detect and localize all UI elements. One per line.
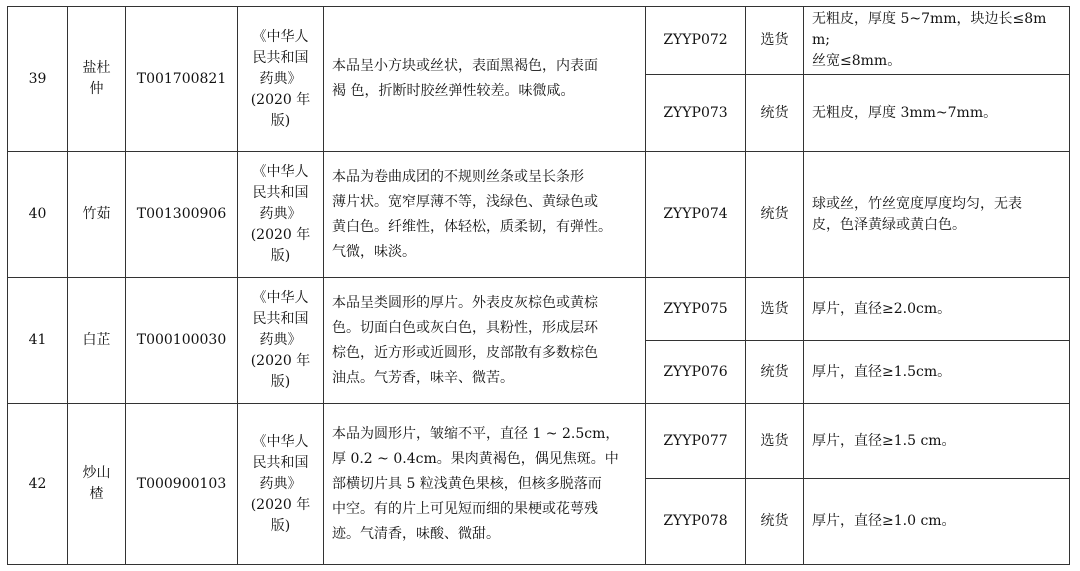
standard-reference	[238, 404, 324, 565]
herb-code: T001300906	[126, 152, 238, 278]
standard-line: 民共和国	[252, 185, 309, 201]
grade-type: 统货	[746, 341, 804, 404]
spec-line: 皮，色泽黄绿或黄白色。	[812, 216, 966, 233]
grade-spec	[804, 278, 1070, 341]
table-wrapper	[7, 6, 1070, 565]
table-row	[8, 152, 1070, 278]
grade-code: ZYYP072	[646, 7, 746, 75]
grade-code: ZYYP075	[646, 278, 746, 341]
description-line: 迹。气清香，味酸、微甜。	[332, 525, 500, 542]
spec-line: 厚片，直径≥1.5 cm。	[812, 432, 956, 449]
grade-spec	[804, 404, 1070, 479]
grade-type: 选货	[746, 404, 804, 479]
spec-line: 厚片，直径≥1.0 cm。	[812, 513, 956, 529]
description-line: 色。切面白色或灰白色，具粉性，形成层环	[332, 319, 598, 336]
standard-line: (2020 年	[250, 353, 311, 369]
grade-type: 选货	[746, 7, 804, 75]
standard-reference	[238, 152, 324, 278]
herb-grade-table	[7, 6, 1070, 565]
herb-description	[324, 278, 646, 404]
description-line: 本品呈类圆形的厚片。外表皮灰棕色或黄棕	[332, 294, 598, 311]
grade-code: ZYYP078	[646, 479, 746, 565]
grade-spec	[804, 341, 1070, 404]
grade-type: 统货	[746, 75, 804, 152]
herb-description	[324, 404, 646, 565]
herb-code: T000900103	[126, 404, 238, 565]
herb-name-line: 盐杜	[82, 60, 111, 76]
grade-code: ZYYP076	[646, 341, 746, 404]
herb-description	[324, 7, 646, 152]
herb-name	[68, 152, 126, 278]
standard-line: 版)	[270, 248, 291, 264]
standard-line: 药典》	[259, 70, 302, 87]
description-line: 黄白色。纤维性，体轻松，质柔韧，有弹性。	[332, 218, 612, 235]
table-body	[8, 7, 1070, 565]
spec-line: 无粗皮，厚度 5~7mm，块边长≤8mm;	[812, 11, 1047, 48]
standard-line: 药典》	[259, 332, 302, 348]
description-line: 厚 0.2 ~ 0.4cm。果肉黄褐色，偶见焦斑。中	[332, 450, 619, 467]
table-row	[8, 404, 1070, 479]
grade-type: 选货	[746, 278, 804, 341]
spec-line: 无粗皮，厚度 3mm~7mm。	[812, 104, 998, 121]
standard-line: 民共和国	[252, 454, 309, 471]
standard-line: 民共和国	[252, 49, 309, 66]
herb-code: T000100030	[126, 278, 238, 404]
herb-name	[68, 278, 126, 404]
spec-line: 厚片，直径≥1.5cm。	[812, 363, 952, 380]
standard-line: (2020 年	[250, 227, 311, 243]
herb-name-line: 竹茹	[82, 206, 111, 222]
grade-code: ZYYP073	[646, 75, 746, 152]
description-line: 薄片状。宽窄厚薄不等，浅绿色、黄绿色或	[332, 193, 598, 210]
herb-name	[68, 404, 126, 565]
standard-line: 《中华人	[252, 290, 309, 306]
standard-line: 《中华人	[252, 164, 309, 180]
row-number: 41	[8, 278, 68, 404]
spec-line: 丝宽≤8mm。	[812, 53, 902, 69]
standard-line: 药典》	[259, 475, 302, 492]
spec-line: 球或丝，竹丝宽度厚度均匀，无表	[812, 195, 1022, 212]
standard-line: 《中华人	[252, 28, 309, 45]
herb-description	[324, 152, 646, 278]
standard-line: (2020 年	[250, 91, 311, 108]
spec-line: 厚片，直径≥2.0cm。	[812, 300, 952, 317]
standard-line: 药典》	[259, 206, 302, 222]
herb-name-line: 白芷	[82, 332, 111, 348]
description-line: 本品呈小方块或丝状，表面黑褐色，内表面	[332, 58, 598, 74]
description-line: 褐 色，折断时胶丝弹性较差。味微咸。	[332, 83, 575, 99]
description-line: 部横切片具 5 粒浅黄色果核，但核多脱落而	[332, 475, 602, 492]
herb-code: T001700821	[126, 7, 238, 152]
grade-type: 统货	[746, 479, 804, 565]
grade-spec	[804, 479, 1070, 565]
standard-reference	[238, 7, 324, 152]
standard-line: 版)	[270, 374, 291, 390]
standard-line: 版)	[270, 112, 291, 129]
grade-type: 统货	[746, 152, 804, 278]
standard-line: 《中华人	[252, 433, 309, 450]
standard-line: 民共和国	[252, 311, 309, 327]
description-line: 本品为圆形片，皱缩不平，直径 1 ~ 2.5cm，	[332, 425, 620, 442]
description-line: 本品为卷曲成团的不规则丝条或呈长条形	[332, 168, 584, 185]
row-number: 40	[8, 152, 68, 278]
grade-spec	[804, 7, 1070, 75]
grade-code: ZYYP074	[646, 152, 746, 278]
grade-spec	[804, 152, 1070, 278]
grade-code: ZYYP077	[646, 404, 746, 479]
description-line: 中空。有的片上可见短而细的果梗或花萼残	[332, 500, 598, 517]
table-row	[8, 7, 1070, 75]
grade-spec	[804, 75, 1070, 152]
row-number: 42	[8, 404, 68, 565]
herb-name-line: 仲	[89, 81, 104, 97]
row-number: 39	[8, 7, 68, 152]
herb-name-line: 炒山楂	[82, 465, 111, 502]
description-line: 棕色，近方形或近圆形，皮部散有多数棕色	[332, 344, 598, 361]
herb-name	[68, 7, 126, 152]
standard-line: 版)	[270, 517, 291, 534]
description-line: 油点。气芳香，味辛、微苦。	[332, 369, 514, 386]
table-row	[8, 278, 1070, 341]
description-line: 气微，味淡。	[332, 243, 416, 260]
standard-line: (2020 年	[250, 496, 311, 513]
standard-reference	[238, 278, 324, 404]
